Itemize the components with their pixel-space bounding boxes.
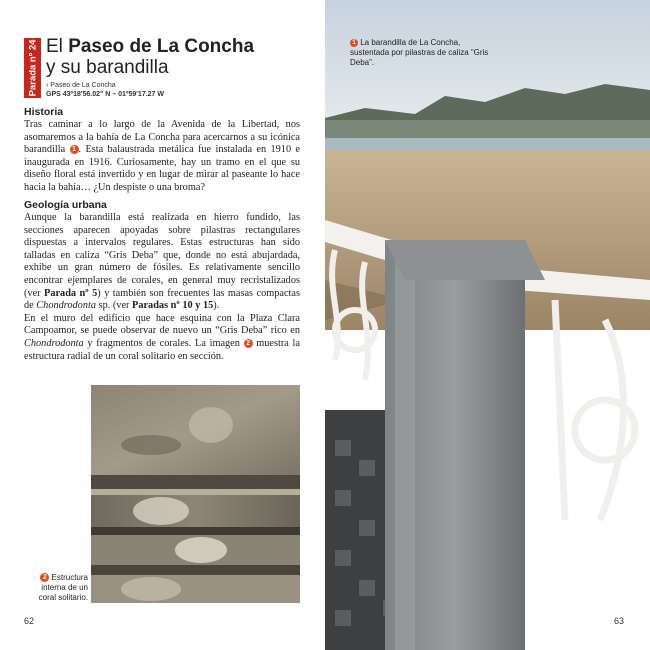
railing-photo (325, 0, 650, 650)
marker-2: 2 (244, 339, 253, 348)
page-title: El Paseo de La Concha y su barandilla (46, 36, 255, 78)
ref-stop-5: Parada nº 5 (44, 287, 98, 299)
location-info (46, 81, 164, 99)
geologia-text: Aunque la barandilla está realizada en hierro fundido, las secciones aparecen apoyadas sobre pilastras rectangulares dispuestas a intervalos regulares. Estas estructuras han sido talladas en caliza “Gris Deba” que, donde no está abujardada, exhibe un gran número de fósiles. Es relativamente sencillo encontrar ejemplares de corales, en general muy recristalizados (ver Parada nº 5) y también son frecuentes las masas compactas de Chondrodonta sp. (ver Paradas nº 10 y 15). En el muro del edificio que hace esquina con la Plaza Clara Campoamor, se puede observar de nuevo un “Gris Deba” rico en Chondrodonta y fragmentos de corales. La imagen 2 muestra la estructura radial de un coral solitario en sección. (24, 212, 300, 362)
geologia-heading: Geología urbana (24, 199, 107, 211)
historia-text: Tras caminar a lo largo de la Avenida de la Libertad, nos asomaremos a la bahía de La Concha para acercarnos a su icónica barandilla 1 . Esta balaustrada metálica fue instalada en 1910 e inaugurada en 1916. Curiosamente, hay un tramo en el que su diseño floral está invertido y en lugar de mirar al paseante lo hace hacia la bahía… ¿Un despiste o una broma? (24, 119, 301, 193)
location-place: › Paseo de La Concha (46, 82, 116, 89)
gps-coordinates: GPS 43º18'56.02" N – 01º59'17.27 W (46, 91, 165, 98)
page-number-right: 63 (614, 616, 625, 626)
marker-2-caption: 2 (40, 573, 49, 582)
stop-number-tab: Parada nº 24 (24, 38, 41, 98)
railing-caption: 1 La barandilla de La Concha, sustentada por pilastras de caliza “Gris Deba”. (350, 38, 489, 67)
historia-heading: Historia (24, 106, 64, 118)
marker-1-caption: 1 (350, 39, 358, 47)
coral-limestone-image (91, 385, 300, 603)
title-bold: Paseo de La Concha (68, 36, 255, 57)
marker-1: 1 (70, 145, 79, 154)
ref-stops-10-15: Paradas nº 10 y 15 (132, 300, 214, 312)
title-line2: y su barandilla (46, 57, 169, 78)
coral-photo (91, 385, 300, 603)
page-number-left: 62 (24, 616, 35, 626)
right-page (325, 0, 650, 650)
coral-caption: 2 Estructura interna de un coral solitario. (38, 573, 88, 602)
